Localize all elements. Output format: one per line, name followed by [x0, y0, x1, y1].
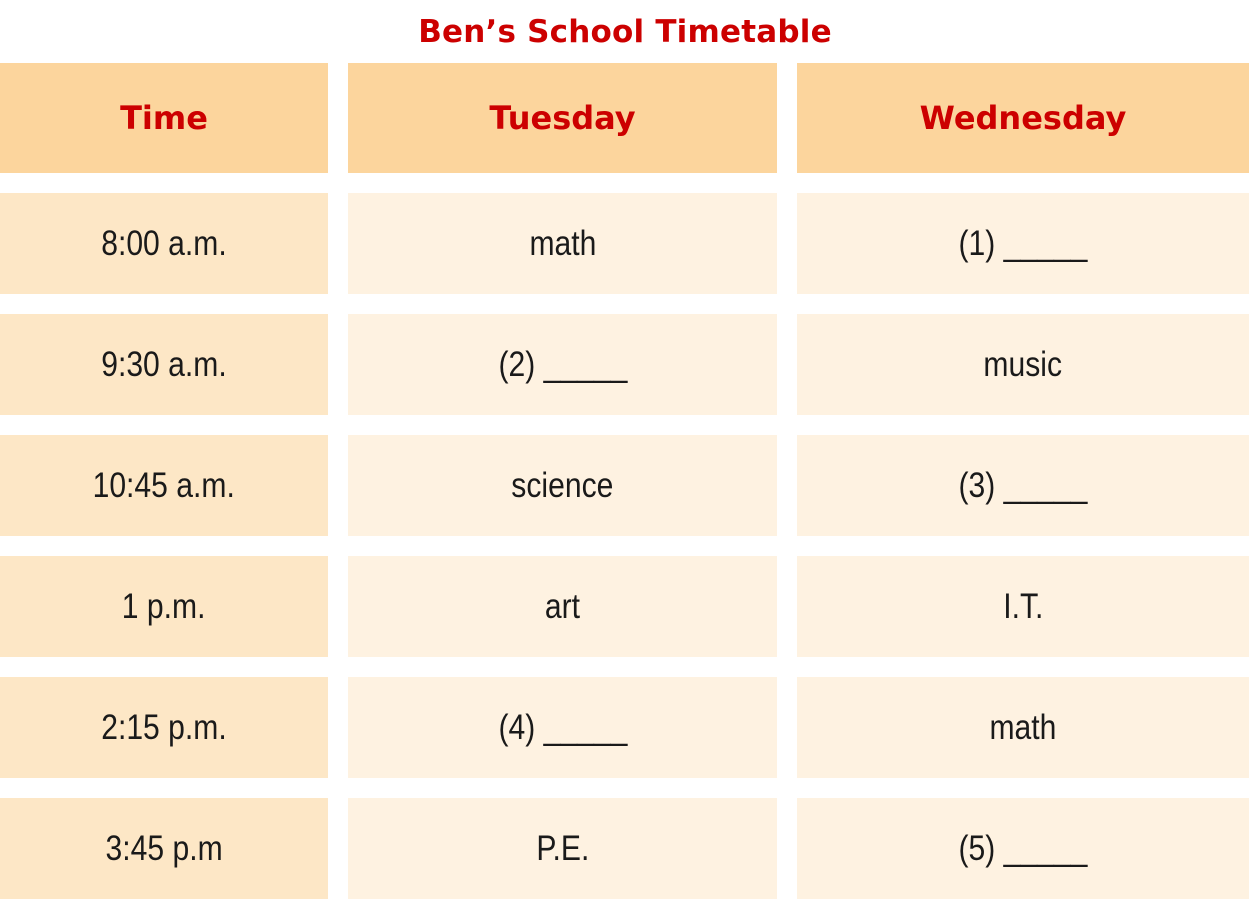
table-row-3-wednesday	[797, 556, 1249, 657]
tuesday-cell: science	[511, 465, 614, 505]
tuesday-cell: art	[544, 586, 581, 626]
table-row-0-wednesday	[797, 193, 1249, 294]
table-row-4-wednesday	[797, 677, 1249, 778]
page-title: Ben’s School Timetable	[418, 14, 832, 50]
header-label-time: Time	[120, 99, 208, 137]
table-row-0-time	[0, 193, 328, 294]
time-cell: 3:45 p.m	[105, 828, 223, 868]
table-row-4-tuesday	[348, 677, 777, 778]
table-row-2-wednesday	[797, 435, 1249, 536]
header-label-tuesday: Tuesday	[489, 99, 636, 137]
header-label-wednesday: Wednesday	[919, 99, 1127, 137]
table-row-1-wednesday	[797, 314, 1249, 415]
table-row-5-wednesday	[797, 798, 1249, 899]
tuesday-cell: (4) _____	[498, 707, 627, 747]
table-row-5-time	[0, 798, 328, 899]
wednesday-cell: music	[983, 344, 1063, 384]
tuesday-cell: P.E.	[535, 828, 589, 868]
time-cell: 10:45 a.m.	[92, 465, 236, 505]
timetable-grid	[0, 63, 1250, 899]
table-row-3-tuesday	[348, 556, 777, 657]
table-row-2-time	[0, 435, 328, 536]
time-cell: 1 p.m.	[122, 586, 206, 626]
table-row-1-tuesday	[348, 314, 777, 415]
wednesday-cell: (3) _____	[958, 465, 1088, 505]
time-cell: 8:00 a.m.	[101, 223, 227, 263]
table-row-2-tuesday	[348, 435, 777, 536]
wednesday-cell: (1) _____	[958, 223, 1088, 263]
tuesday-cell: (2) _____	[498, 344, 627, 384]
header-cell-wednesday	[797, 63, 1249, 173]
header-cell-tuesday	[348, 63, 777, 173]
time-cell: 9:30 a.m.	[101, 344, 227, 384]
table-row-3-time	[0, 556, 328, 657]
wednesday-cell: (5) _____	[958, 828, 1088, 868]
table-row-1-time	[0, 314, 328, 415]
wednesday-cell: I.T.	[1002, 586, 1044, 626]
header-cell-time	[0, 63, 328, 173]
tuesday-cell: math	[529, 223, 596, 263]
table-row-0-tuesday	[348, 193, 777, 294]
time-cell: 2:15 p.m.	[101, 707, 227, 747]
table-row-5-tuesday	[348, 798, 777, 899]
table-row-4-time	[0, 677, 328, 778]
wednesday-cell: math	[989, 707, 1057, 747]
